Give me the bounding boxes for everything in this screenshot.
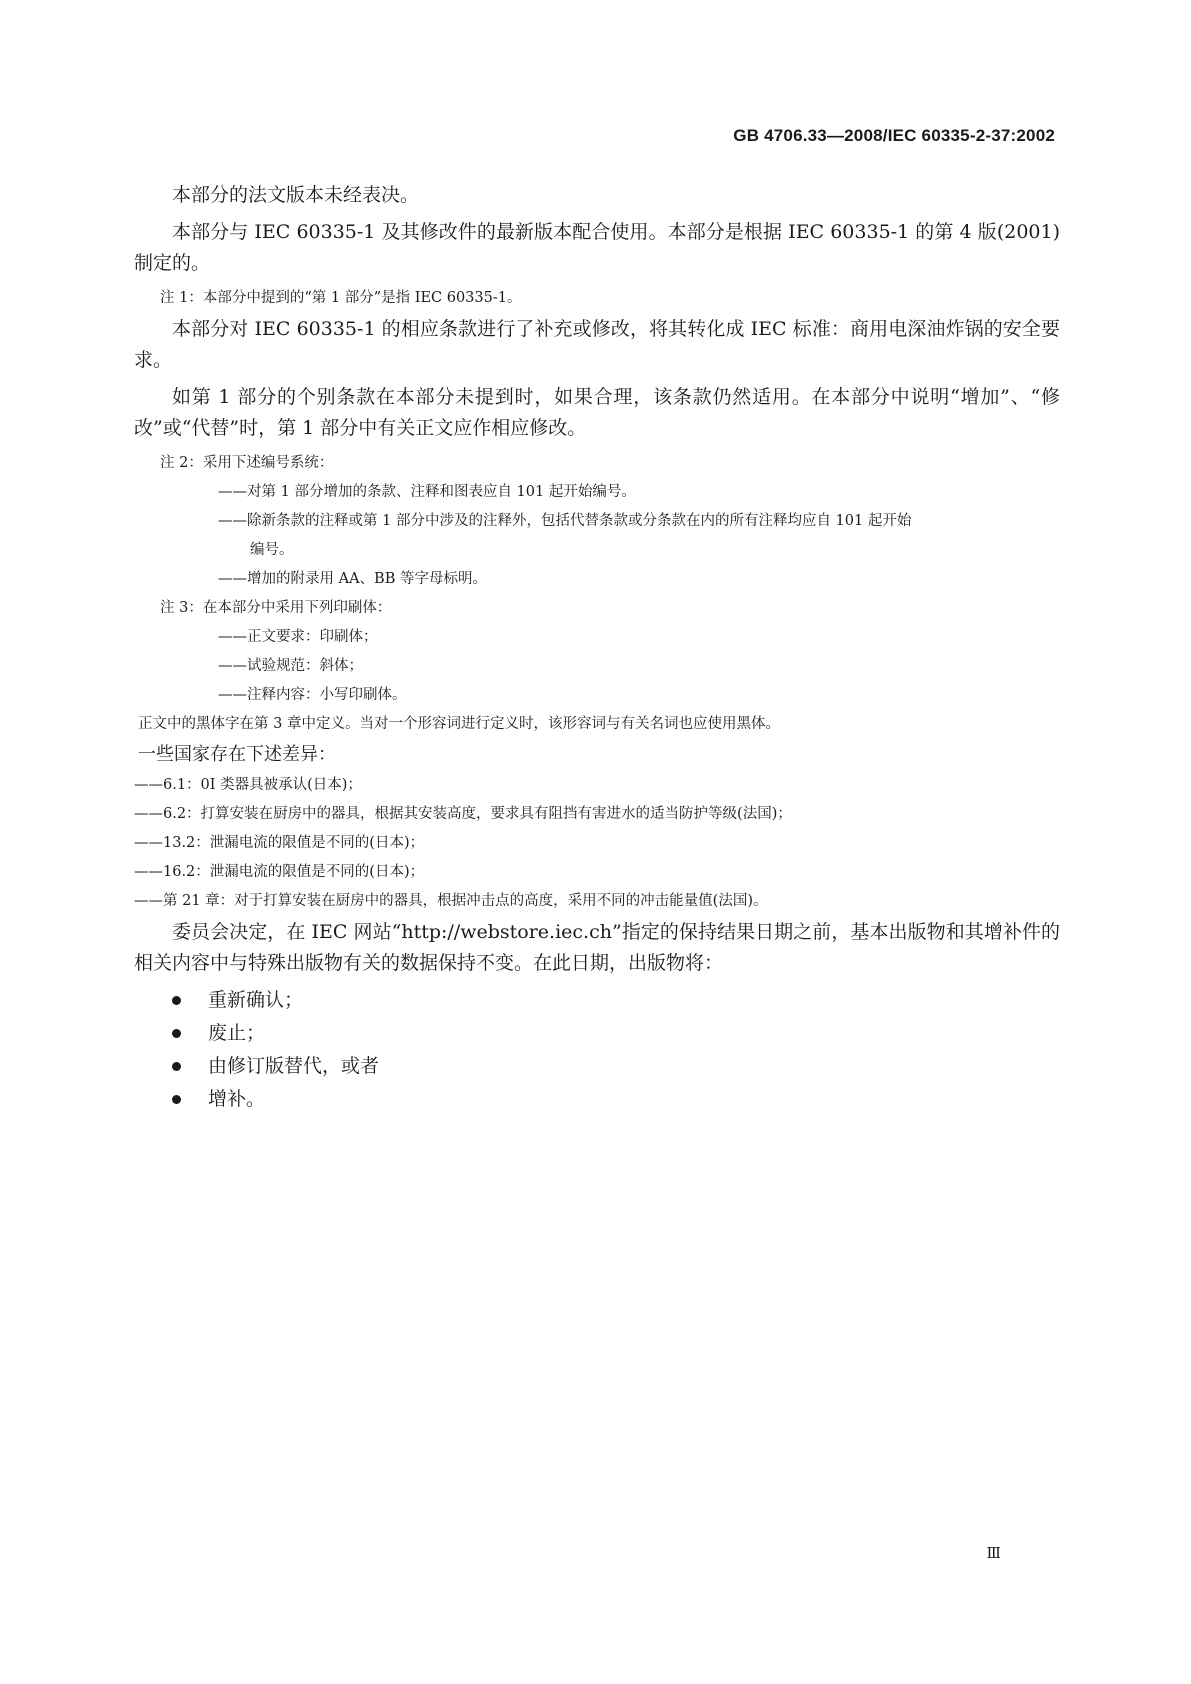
national-difference-item: ——6.2：打算安装在厨房中的器具，根据其安装高度，要求具有阻挡有害进水的适当防护等级(法国)；: [134, 806, 792, 822]
document-body: [134, 180, 1060, 1117]
page-number: Ⅲ: [986, 1544, 1001, 1562]
note-3-item: ——注释内容：小写印刷体。: [218, 687, 407, 703]
note-3-item: ——正文要求：印刷体；: [218, 629, 378, 645]
national-differences-title: 一些国家存在下述差异：: [138, 744, 336, 765]
list-item: [134, 985, 1060, 1016]
note-3-item: ——试验规范：斜体；: [218, 658, 363, 674]
paragraph-french-version: 本部分的法文版本未经表决。: [172, 184, 420, 206]
note-1: 注 1：本部分中提到的“第 1 部分”是指 IEC 60335-1。: [160, 290, 522, 306]
list-item-text: 废止；: [208, 1022, 266, 1044]
committee-decision: 委员会决定，在 IEC 网站“http://webstore.iec.ch”指定的保持结果日期之前，基本出版物和其增补件的相关内容中与特殊出版物有关的数据保持不变。在此日期，出版物将：: [134, 921, 1060, 974]
list-item: [134, 1051, 1060, 1082]
note-3-title: 注 3：在本部分中采用下列印刷体：: [160, 600, 392, 616]
paragraph-applicability: 如第 1 部分的个别条款在本部分未提到时，如果合理，该条款仍然适用。在本部分中说明“增加”、“修改”或“代替”时，第 1 部分中有关正文应作相应修改。: [134, 386, 1060, 439]
note-2-item: ——对第 1 部分增加的条款、注释和图表应自 101 起开始编号。: [218, 484, 636, 500]
note-2-title: 注 2：采用下述编号系统：: [160, 455, 334, 471]
list-item-text: 由修订版替代，或者: [208, 1055, 380, 1077]
paragraph-supplement: 本部分对 IEC 60335-1 的相应条款进行了补充或修改，将其转化成 IEC 标准：商用电深油炸锅的安全要求。: [134, 318, 1060, 371]
bold-terms-note: 正文中的黑体字在第 3 章中定义。当对一个形容词进行定义时，该形容词与有关名词也应使用黑体。: [138, 716, 780, 732]
national-difference-item: ——16.2：泄漏电流的限值是不同的(日本)；: [134, 864, 425, 880]
national-difference-item: ——6.1：0I 类器具被承认(日本)；: [134, 777, 362, 793]
list-item: [134, 1018, 1060, 1049]
bullet-icon: [172, 1029, 181, 1038]
publication-outcome-list: [134, 985, 1060, 1115]
note-2-item: ——除新条款的注释或第 1 部分中涉及的注释外，包括代替条款或分条款在内的所有注释均应自 101 起开始: [218, 513, 912, 529]
paragraph-usage: 本部分与 IEC 60335-1 及其修改件的最新版本配合使用。本部分是根据 IEC 60335-1 的第 4 版(2001)制定的。: [134, 221, 1060, 274]
note-2-item: ——增加的附录用 AA、BB 等字母标明。: [218, 571, 487, 587]
list-item: [134, 1084, 1060, 1115]
standard-header: GB 4706.33—2008/IEC 60335-2-37:2002: [733, 126, 1055, 145]
list-item-text: 重新确认；: [208, 989, 304, 1011]
national-difference-item: ——第 21 章：对于打算安装在厨房中的器具，根据冲击点的高度，采用不同的冲击能量值(法国)。: [134, 893, 768, 909]
bullet-icon: [172, 996, 181, 1005]
list-item-text: 增补。: [208, 1088, 266, 1110]
note-2-item-continuation: 编号。: [250, 542, 294, 558]
national-difference-item: ——13.2：泄漏电流的限值是不同的(日本)；: [134, 835, 425, 851]
bullet-icon: [172, 1095, 181, 1104]
bullet-icon: [172, 1062, 181, 1071]
